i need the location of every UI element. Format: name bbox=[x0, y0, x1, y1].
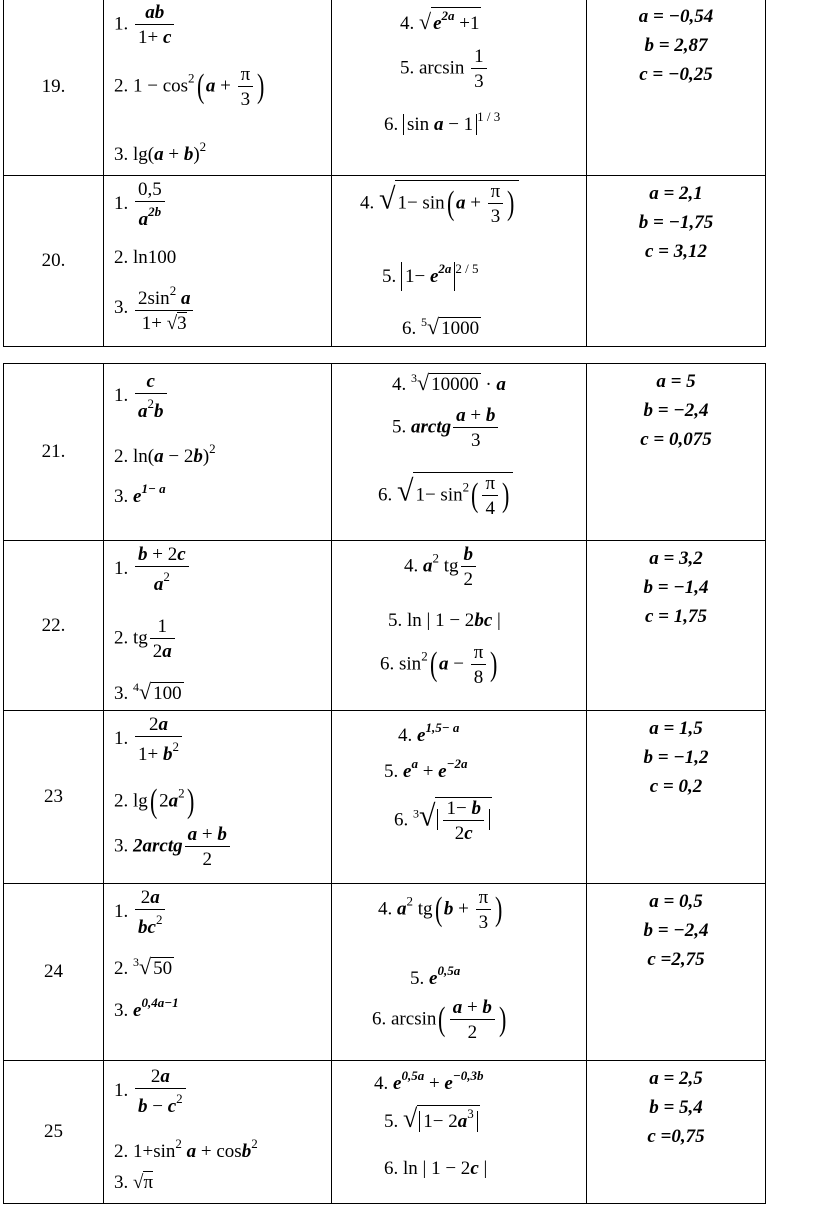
formula-3: 3. $\frac{2\sin^2 a}{1+ √3}$ bbox=[114, 284, 195, 333]
row-number: 21. bbox=[4, 364, 104, 541]
row-number: 23 bbox=[4, 711, 104, 884]
formula-4: 4. √ $e^{2a} +1$ bbox=[400, 8, 480, 34]
formula-4: 4. $e^{1,5- a}$ bbox=[398, 720, 460, 746]
expressions-col-2 bbox=[332, 884, 587, 1061]
formula-2: 2. $\ln(a - 2b)^2$ bbox=[114, 441, 216, 467]
formula-4: 4. $a^2$ tg( b + $\frac{\pi}{3}$ ) bbox=[378, 887, 503, 933]
task-table-1 bbox=[3, 0, 766, 347]
formula-4: 4. $^3$√ 10000 · a bbox=[392, 370, 506, 395]
expressions-col-2 bbox=[332, 541, 587, 711]
formula-1: 1. $\frac{0,5}{a^{2b}}$ bbox=[114, 180, 167, 229]
value-c: c =0,75 bbox=[647, 1126, 705, 1147]
expressions-col-2 bbox=[332, 1061, 587, 1204]
value-b: b = −2,4 bbox=[643, 920, 709, 941]
formula-4: 4. √ 1− sin( a + $\frac{\pi}{3}$ ) bbox=[360, 180, 519, 226]
formula-5: 5. $1- e^{2a}$ $^{2 / 5}$ bbox=[382, 262, 479, 286]
table-row bbox=[4, 0, 766, 176]
expressions-col-1 bbox=[104, 176, 332, 347]
formula-6: 6. sin a − 1 $^{1 / 3}$ bbox=[384, 109, 501, 135]
expressions-col-1 bbox=[104, 711, 332, 884]
formula-6: 6. √ $1- \sin^2$( $\frac{\pi}{4}$ ) bbox=[378, 472, 513, 518]
value-b: b = −2,4 bbox=[643, 400, 709, 421]
formula-5: 5. ln | 1 − 2bc | bbox=[388, 610, 501, 631]
row-number: 19. bbox=[4, 0, 104, 176]
values-cell bbox=[587, 711, 766, 884]
formula-1: 1. $\frac{2a}{b - c^2}$ bbox=[114, 1067, 188, 1116]
value-a: a = 2,5 bbox=[649, 1068, 703, 1089]
value-a: a = −0,54 bbox=[638, 6, 714, 27]
table-row bbox=[4, 541, 766, 711]
formula-1: 1. $\frac{2a}{bc^2}$ bbox=[114, 888, 167, 937]
values-cell bbox=[587, 364, 766, 541]
task-table-2 bbox=[3, 363, 766, 1204]
values-cell bbox=[587, 1061, 766, 1204]
table-row bbox=[4, 176, 766, 347]
formula-6: 6. $^3$√ $\frac{1- b}{2c}$ bbox=[394, 797, 492, 843]
formula-3: 3. 2arctg $\frac{a + b}{2}$ bbox=[114, 825, 232, 869]
value-b: b = 5,4 bbox=[649, 1097, 703, 1118]
expressions-col-2 bbox=[332, 176, 587, 347]
values-cell bbox=[587, 176, 766, 347]
formula-5: 5. arctg $\frac{a + b}{3}$ bbox=[392, 406, 500, 450]
formula-4: 4. $a^2$ tg $\frac{b}{2}$ bbox=[404, 545, 478, 589]
formula-5: 5. arcsin $\frac{1}{3}$ bbox=[400, 47, 489, 91]
formula-6: 6. arcsin( $\frac{a + b}{2}$ ) bbox=[372, 997, 507, 1043]
value-c: c = 1,75 bbox=[644, 606, 707, 627]
formula-2: 2. $1 - \cos^2$( a + $\frac{\pi}{3}$ ) bbox=[114, 64, 265, 110]
value-b: b = −1,2 bbox=[643, 747, 709, 768]
table-row bbox=[4, 364, 766, 541]
formula-6: 6. ln | 1 − 2c | bbox=[384, 1158, 488, 1179]
value-b: b = 2,87 bbox=[644, 35, 708, 56]
formula-1: 1. $\frac{b + 2c}{a^2}$ bbox=[114, 545, 191, 594]
formula-6: 6. $\sin^2$( a − $\frac{\pi}{8}$ ) bbox=[380, 642, 498, 688]
expressions-col-1 bbox=[104, 884, 332, 1061]
value-c: c = 0,2 bbox=[649, 776, 703, 797]
formula-3: 3. $e^{0,4a-1}$ bbox=[114, 995, 179, 1021]
value-c: c = −0,25 bbox=[639, 64, 713, 85]
row-number: 22. bbox=[4, 541, 104, 711]
expressions-col-1 bbox=[104, 364, 332, 541]
value-a: a = 0,5 bbox=[649, 891, 703, 912]
expressions-col-2 bbox=[332, 364, 587, 541]
values-cell bbox=[587, 884, 766, 1061]
value-b: b = −1,75 bbox=[638, 212, 714, 233]
value-a: a = 2,1 bbox=[649, 183, 703, 204]
formula-3: 3. $e^{1- a}$ bbox=[114, 481, 166, 507]
formula-5: 5. $e^a + e^{-2a}$ bbox=[384, 756, 468, 782]
formula-1: 1. $\frac{2a}{1+ b^2}$ bbox=[114, 715, 184, 764]
expressions-col-1 bbox=[104, 0, 332, 176]
formula-3: 3. √π bbox=[114, 1172, 154, 1193]
values-cell bbox=[587, 541, 766, 711]
expressions-col-1 bbox=[104, 1061, 332, 1204]
row-number: 25 bbox=[4, 1061, 104, 1204]
formula-2: 2. lg( $2a^2$) bbox=[114, 783, 194, 820]
formula-6: 6. $^5$√ 1000 bbox=[402, 314, 480, 339]
value-c: c =2,75 bbox=[647, 949, 705, 970]
formula-1: 1. $\frac{c}{a^2b}$ bbox=[114, 372, 169, 421]
row-number: 20. bbox=[4, 176, 104, 347]
formula-3: 3. $\lg(a + b)^2$ bbox=[114, 139, 207, 165]
formula-5: 5. $e^{0,5a}$ bbox=[410, 963, 461, 989]
expressions-col-1 bbox=[104, 541, 332, 711]
value-a: a = 1,5 bbox=[649, 718, 703, 739]
formula-2: 2. ln100 bbox=[114, 247, 177, 268]
row-number: 24 bbox=[4, 884, 104, 1061]
value-a: a = 3,2 bbox=[649, 548, 703, 569]
value-c: c = 3,12 bbox=[644, 241, 707, 262]
expressions-col-2 bbox=[332, 711, 587, 884]
formula-5: 5. √ $1- 2a^3$ bbox=[384, 1105, 480, 1132]
formula-2: 2. $1+\sin^2$ a + cosb$^2$ bbox=[114, 1136, 258, 1162]
table-row bbox=[4, 884, 766, 1061]
value-b: b = −1,4 bbox=[643, 577, 709, 598]
table-row bbox=[4, 711, 766, 884]
formula-1: 1. $\frac{ab}{1+ c}$ bbox=[114, 3, 176, 47]
expressions-col-2 bbox=[332, 0, 587, 176]
table-row bbox=[4, 1061, 766, 1204]
formula-2: 2. $^3$√ 50 bbox=[114, 954, 173, 979]
formula-2: 2. tg $\frac{1}{2a}$ bbox=[114, 617, 177, 661]
value-a: a = 5 bbox=[656, 371, 696, 392]
formula-3: 3. $^4$√ 100 bbox=[114, 679, 182, 704]
values-cell bbox=[587, 0, 766, 176]
value-c: c = 0,075 bbox=[640, 429, 712, 450]
formula-4: 4. $e^{0,5a} + e^{-0,3b}$ bbox=[374, 1068, 484, 1094]
